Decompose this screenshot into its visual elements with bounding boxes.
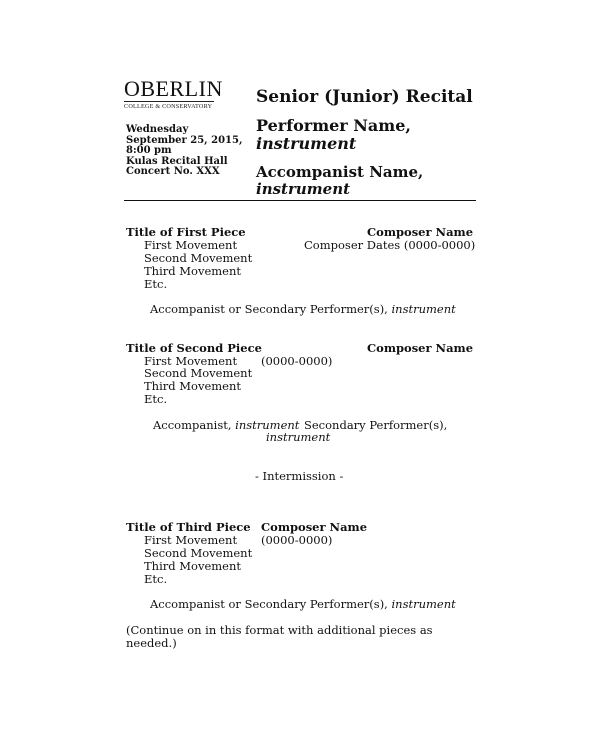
- accompanist-name: Accompanist Name,: [256, 163, 424, 181]
- piece-3-title: Title of Third Piece: [126, 520, 251, 534]
- piece-2-accompanist: Accompanist, instrument: [153, 418, 300, 432]
- performer-instrument: instrument: [256, 134, 357, 153]
- piece-2-secondary-instrument: instrument: [266, 430, 331, 444]
- event-date: September 25, 2015,: [126, 134, 243, 146]
- piece-3-dates: (0000-0000): [261, 533, 333, 547]
- event-venue: Kulas Recital Hall: [126, 155, 228, 167]
- piece-2-composer: Composer Name: [367, 341, 474, 355]
- piece-2-title: Title of Second Piece: [126, 341, 262, 355]
- piece-2-movement: Third Movement: [144, 379, 242, 393]
- piece-1-performers: Accompanist or Secondary Performer(s), instrument: [150, 302, 456, 316]
- intermission: - Intermission -: [255, 469, 344, 483]
- piece-3-movement: Etc.: [144, 572, 168, 586]
- piece-3-movement: First Movement: [144, 533, 238, 547]
- piece-1-movement: Second Movement: [144, 251, 253, 265]
- event-info: [126, 125, 242, 178]
- piece-2-movement: First Movement: [144, 354, 238, 368]
- footnote-line-2: needed.): [126, 636, 177, 650]
- piece-1-title: Title of First Piece: [126, 225, 246, 239]
- event-day: Wednesday: [126, 124, 189, 135]
- piece-2-dates: (0000-0000): [261, 354, 333, 368]
- footnote-line-1: (Continue on in this format with additional pieces as: [126, 623, 433, 637]
- piece-1-movement: First Movement: [144, 238, 238, 252]
- piece-1-movement: Third Movement: [144, 264, 242, 278]
- logo-divider: [124, 101, 214, 102]
- piece-2-secondary: Secondary Performer(s),: [304, 418, 448, 432]
- oberlin-logo-wordmark: OBERLIN: [124, 76, 223, 101]
- piece-3-composer: Composer Name: [261, 520, 368, 534]
- piece-1-movement: Etc.: [144, 277, 168, 291]
- piece-3-performers: Accompanist or Secondary Performer(s), instrument: [150, 597, 456, 611]
- oberlin-logo-subtitle: COLLEGE & CONSERVATORY: [124, 103, 213, 110]
- piece-1-composer: Composer Name: [367, 225, 474, 239]
- recital-title: Senior (Junior) Recital: [256, 87, 473, 107]
- piece-2-movement: Etc.: [144, 392, 168, 406]
- performer-heading: [256, 117, 411, 153]
- event-concert-number: Concert No. XXX: [126, 166, 220, 178]
- header-divider: [124, 200, 476, 201]
- piece-3-movement: Second Movement: [144, 546, 253, 560]
- event-time: 8:00 pm: [126, 145, 172, 157]
- piece-1-dates: Composer Dates (0000-0000): [304, 238, 476, 252]
- accompanist-heading: [256, 164, 423, 198]
- performer-name: Performer Name,: [256, 116, 411, 135]
- piece-3-movement: Third Movement: [144, 559, 242, 573]
- accompanist-instrument: instrument: [256, 180, 351, 198]
- piece-2-movement: Second Movement: [144, 366, 253, 380]
